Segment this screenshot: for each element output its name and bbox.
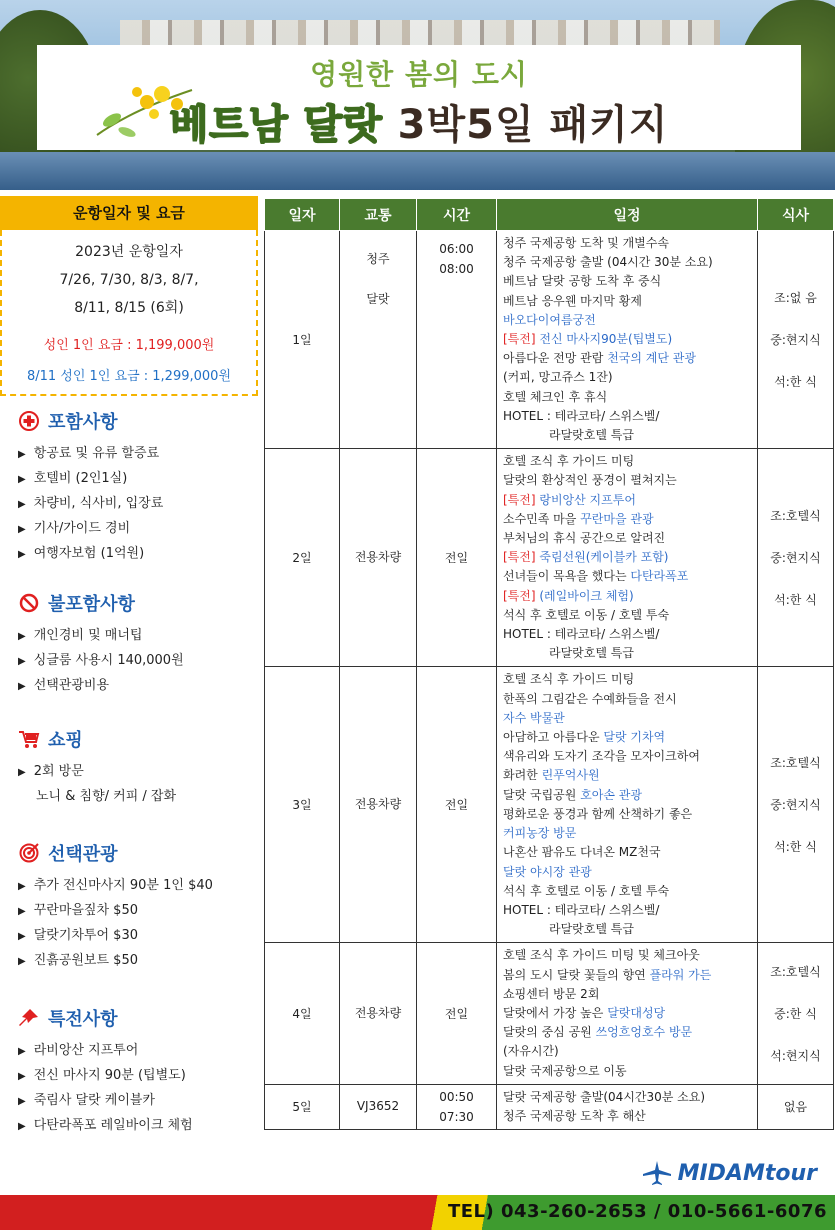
schedule-cell [497, 943, 758, 1084]
schedule-heading: 운항일자 및 요금 [0, 196, 258, 230]
day-cell [265, 667, 340, 943]
schedule-text: 봄의 도시 달랏 꽃들의 향연 [503, 967, 650, 982]
header-transport: 교통 [340, 199, 417, 231]
schedule-line [503, 946, 751, 965]
schedule-line [503, 644, 751, 663]
schedule-text: (레일바이크 체험) [535, 588, 634, 603]
schedule-text: [특전] [503, 588, 536, 603]
meal-label: 중:현지식 [770, 550, 821, 565]
schedule-line [503, 766, 751, 785]
shopping-title [18, 726, 176, 752]
schedule-line [503, 510, 751, 529]
schedule-text: 호텔 체크인 후 휴식 [503, 389, 608, 404]
meal-label: 중:현지식 [770, 332, 821, 347]
schedule-text: (자유시간) [503, 1044, 559, 1059]
schedule-text: 쓰엉흐엉호수 방문 [595, 1025, 693, 1040]
time-label: 전일 [444, 797, 469, 812]
schedule-line [503, 606, 751, 625]
transport-label: 전용차량 [354, 550, 402, 565]
schedule-line [503, 330, 751, 349]
schedule-text: 청주 국제공항 도착 후 해산 [503, 1108, 646, 1123]
excluded-list [18, 624, 184, 699]
schedule-dates-line2: 8/11, 8/15 (6회) [74, 300, 184, 316]
transport-label: 달랏 [366, 292, 390, 306]
meal-label: 조:호텔식 [770, 508, 821, 523]
schedule-text: 나혼산 팜유도 다녀온 MZ천국 [503, 845, 661, 860]
special-benefits-section [18, 1005, 193, 1139]
list-item: ▶ 차량비, 식사비, 입장료 [18, 496, 164, 511]
price-adult: 성인 1인 요금 : 1,199,000원 [43, 338, 215, 353]
time-cell [417, 667, 497, 943]
schedule-text: 소수민족 마을 [503, 511, 581, 526]
schedule-text: HOTEL : 테라코타/ 스위스벨/ [503, 408, 660, 423]
meal-label: 없음 [783, 1099, 808, 1114]
list-item: ▶ 달랏기차투어 $30 [18, 928, 138, 943]
schedule-line [503, 272, 751, 291]
schedule-text: 청주 국제공항 출발 (04시간 30분 소요) [503, 255, 713, 270]
optional-tour-section [18, 840, 213, 974]
schedule-line [503, 491, 751, 510]
schedule-text: 꾸란마을 관광 [580, 511, 654, 526]
transport-cell [340, 231, 417, 449]
itinerary-body [265, 231, 834, 1130]
schedule-text: [특전] [503, 492, 536, 507]
schedule-text: 호아손 관광 [580, 787, 642, 802]
table-row [265, 1084, 834, 1129]
header-banner [0, 0, 835, 190]
table-row [265, 449, 834, 667]
list-item: ▶ 호텔비 (2인1실) [18, 471, 128, 486]
meal-label: 석:현지식 [770, 1048, 821, 1063]
itinerary-table [264, 198, 834, 1130]
meal-label: 석:한 식 [774, 839, 817, 854]
transport-label: 전용차량 [354, 797, 402, 812]
schedule-line [503, 548, 751, 567]
meal-cell [758, 667, 834, 943]
schedule-line [503, 529, 751, 548]
schedule-text: 아름다운 전망 관람 [503, 351, 608, 366]
day-cell [265, 943, 340, 1084]
day-cell [265, 1084, 340, 1129]
list-item: ▶ 개인경비 및 매너팁 [18, 628, 143, 643]
time-label: 06:00 [439, 242, 474, 256]
schedule-text: (커피, 망고쥬스 1잔) [503, 370, 613, 385]
schedule-text: 랑비앙산 지프투어 [535, 492, 636, 507]
meal-label: 중:한 식 [774, 1006, 817, 1021]
special-title [18, 1005, 193, 1031]
day-label: 5일 [292, 1100, 312, 1115]
title-package: 3박5일 패키지 [397, 102, 669, 148]
schedule-text: HOTEL : 테라코타/ 스위스벨/ [503, 902, 660, 917]
schedule-text: 석식 후 호텔로 이동 / 호텔 투숙 [503, 883, 670, 898]
schedule-text: 다탄라폭포 [630, 569, 689, 584]
list-item: ▶ 전신 마사지 90분 (팁별도) [18, 1068, 186, 1083]
list-item: ▶ 추가 전신마사지 90분 1인 $40 [18, 878, 213, 893]
schedule-text: HOTEL : 테라코타/ 스위스벨/ [503, 627, 660, 642]
schedule-line [503, 882, 751, 901]
schedule-line [503, 709, 751, 728]
special-list [18, 1039, 193, 1139]
meal-label: 석:한 식 [774, 592, 817, 607]
meal-cell [758, 231, 834, 449]
header-time: 시간 [417, 199, 497, 231]
schedule-line [503, 587, 751, 606]
page-title-line1: 영원한 봄의 도시 [310, 58, 528, 91]
target-icon [18, 842, 40, 864]
schedule-text: 린푸억사원 [541, 768, 600, 783]
list-item: ▶ 항공료 및 유류 할증료 [18, 446, 160, 461]
price-aug11: 8/11 성인 1인 요금 : 1,299,000원 [26, 369, 231, 384]
schedule-dates-line1: 7/26, 7/30, 8/3, 8/7, [59, 272, 199, 288]
schedule-text: 호텔 조식 후 가이드 미팅 및 체크아웃 [503, 948, 700, 963]
schedule-line [503, 843, 751, 862]
schedule-text: 천국의 계단 관광 [607, 351, 696, 366]
schedule-text: 달랏의 중심 공원 [503, 1025, 596, 1040]
airplane-icon [642, 1160, 672, 1186]
day-cell [265, 449, 340, 667]
header-meals: 식사 [758, 199, 834, 231]
schedule-line [503, 1062, 751, 1081]
special-title-text: 특전사항 [48, 1009, 118, 1030]
day-cell [265, 231, 340, 449]
transport-label: 청주 [366, 252, 390, 266]
meal-label: 조:호텔식 [770, 755, 821, 770]
schedule-text: 커피농장 방문 [503, 826, 577, 841]
schedule-text: 색유리와 도자기 조각을 모자이크하여 [503, 749, 700, 764]
schedule-cell [497, 1084, 758, 1129]
day-label: 3일 [292, 798, 312, 813]
schedule-text: 아담하고 아름다운 [503, 730, 604, 745]
day-label: 1일 [292, 333, 312, 348]
list-item: ▶ 선택관광비용 [18, 678, 110, 693]
schedule-cell [497, 449, 758, 667]
time-cell [417, 449, 497, 667]
schedule-text: 호텔 조식 후 가이드 미팅 [503, 672, 635, 687]
schedule-text: 라달랏호텔 특급 [549, 646, 634, 661]
schedule-line [503, 1042, 751, 1061]
list-item: ▶ 여행자보험 (1억원) [18, 546, 145, 561]
schedule-line [503, 920, 751, 939]
schedule-line [503, 747, 751, 766]
schedule-text: 라달랏호텔 특급 [549, 428, 634, 443]
brand-logo [642, 1160, 817, 1186]
meal-cell [758, 449, 834, 667]
meal-label: 조:없 음 [774, 290, 817, 305]
schedule-line [503, 1088, 751, 1107]
table-row [265, 667, 834, 943]
schedule-text: 부처님의 휴식 공간으로 알려진 [503, 531, 666, 546]
transport-cell [340, 667, 417, 943]
schedule-line [503, 728, 751, 747]
schedule-line [503, 567, 751, 586]
schedule-cell [497, 231, 758, 449]
pin-icon [18, 1007, 40, 1029]
schedule-line [503, 824, 751, 843]
schedule-text: 바오다이여름궁전 [503, 312, 596, 327]
schedule-line [503, 985, 751, 1004]
time-cell [417, 1084, 497, 1129]
excluded-title [18, 590, 184, 616]
included-list [18, 442, 163, 567]
transport-label: 전용차량 [354, 1006, 402, 1021]
schedule-text: 라달랏호텔 특급 [549, 922, 634, 937]
meal-cell [758, 1084, 834, 1129]
shopping-title-text: 쇼핑 [48, 730, 83, 751]
schedule-line [503, 471, 751, 490]
time-cell [417, 943, 497, 1084]
table-header-row [265, 199, 834, 231]
excluded-title-text: 불포함사항 [48, 594, 135, 615]
optional-title-text: 선택관광 [48, 844, 118, 865]
schedule-text: 자수 박물관 [503, 710, 565, 725]
schedule-line [503, 234, 751, 253]
day-label: 2일 [292, 551, 312, 566]
schedule-box [0, 230, 258, 396]
list-item: ▶ 꾸란마을짚차 $50 [18, 903, 138, 918]
schedule-text: 전신 마사지90분(팁별도) [535, 332, 673, 347]
schedule-line [503, 407, 751, 426]
plus-circle-icon [18, 410, 40, 432]
meal-label: 조:호텔식 [770, 964, 821, 979]
excluded-section [18, 590, 184, 699]
schedule-text: 달랏 국제공항으로 이동 [503, 1063, 627, 1078]
time-label: 00:50 [439, 1089, 474, 1104]
schedule-line [503, 670, 751, 689]
footer-bar [0, 1195, 835, 1230]
meal-label: 석:한 식 [774, 374, 817, 389]
transport-cell [340, 449, 417, 667]
schedule-line [503, 786, 751, 805]
title-destination: 베트남 달랏 [169, 102, 383, 148]
schedule-text: 청주 국제공항 도착 및 개별수속 [503, 236, 669, 250]
schedule-year-label: 2023년 운항일자 [75, 244, 183, 260]
schedule-text: 달랏 국립공원 [503, 787, 581, 802]
included-title-text: 포함사항 [48, 412, 118, 433]
transport-cell [340, 1084, 417, 1129]
schedule-line [503, 368, 751, 387]
transport-label: VJ3652 [356, 1099, 400, 1114]
header-schedule: 일정 [497, 199, 758, 231]
optional-list [18, 874, 213, 974]
schedule-line [503, 625, 751, 644]
header-day: 일자 [265, 199, 340, 231]
list-item-continuation: 노니 & 침향/ 커피 / 잡화 [36, 789, 177, 804]
time-label: 08:00 [439, 262, 474, 276]
schedule-text: 달랏 국제공항 출발(04시간30분 소요) [503, 1089, 706, 1104]
schedule-line [503, 311, 751, 330]
included-title [18, 408, 163, 434]
table-row [265, 231, 834, 449]
schedule-text: 달랏 야시장 관광 [503, 864, 592, 879]
schedule-text: [특전] [503, 550, 536, 565]
lake-decoration [0, 152, 835, 190]
time-label: 전일 [444, 1006, 469, 1021]
schedule-line [503, 1107, 751, 1126]
schedule-text: 달랏 기차역 [603, 730, 666, 745]
schedule-text: 호텔 조식 후 가이드 미팅 [503, 454, 635, 469]
list-item: ▶ 진흙공원보트 $50 [18, 953, 138, 968]
schedule-text: [특전] [503, 332, 536, 347]
title-box [37, 45, 801, 150]
left-panel [0, 196, 258, 396]
schedule-line [503, 426, 751, 445]
schedule-line [503, 901, 751, 920]
list-item: ▶ 라비앙산 지프투어 [18, 1043, 139, 1058]
meal-label: 중:현지식 [770, 797, 821, 812]
schedule-text: 석식 후 호텔로 이동 / 호텔 투숙 [503, 607, 670, 622]
schedule-cell [497, 667, 758, 943]
schedule-line [503, 805, 751, 824]
schedule-line [503, 1023, 751, 1042]
time-label: 07:30 [439, 1109, 474, 1124]
schedule-text: 달랏대성당 [607, 1005, 666, 1020]
day-label: 4일 [292, 1007, 312, 1022]
schedule-text: 달랏에서 가장 높은 [503, 1005, 608, 1020]
time-label: 전일 [444, 550, 469, 565]
schedule-text: 달랏의 환상적인 풍경이 펼쳐지는 [503, 473, 677, 488]
optional-title [18, 840, 213, 866]
schedule-line [503, 349, 751, 368]
schedule-text: 선녀들이 목욕을 했다는 [503, 569, 631, 584]
list-item: ▶ 죽림사 달랏 케이블카 [18, 1093, 155, 1108]
schedule-line [503, 452, 751, 471]
schedule-text: 베트남 달랏 공항 도착 후 중식 [503, 274, 662, 289]
schedule-text: 베트남 응우웬 마지막 황제 [503, 293, 642, 308]
shopping-list [18, 760, 176, 809]
schedule-line [503, 863, 751, 882]
prohibited-icon [18, 592, 40, 614]
schedule-text: 쇼핑센터 방문 2회 [503, 986, 600, 1001]
schedule-line [503, 292, 751, 311]
shopping-section [18, 726, 176, 809]
list-item: ▶ 싱글룸 사용시 140,000원 [18, 653, 184, 668]
schedule-text: 평화로운 풍경과 함께 산책하기 좋은 [503, 806, 693, 821]
list-item: ▶ 기사/가이드 경비 [18, 521, 131, 536]
time-cell [417, 231, 497, 449]
meal-cell [758, 943, 834, 1084]
table-row [265, 943, 834, 1084]
contact-phone: TEL) 043-260-2653 / 010-5661-6076 [447, 1201, 827, 1222]
schedule-line [503, 253, 751, 272]
cart-icon [18, 728, 40, 750]
list-item: ▶ 다탄라폭포 레일바이크 체험 [18, 1118, 193, 1133]
transport-cell [340, 943, 417, 1084]
schedule-line [503, 1004, 751, 1023]
schedule-text: 플라워 가든 [649, 967, 712, 982]
brand-name: MIDAMtour [677, 1160, 817, 1186]
schedule-line [503, 388, 751, 407]
schedule-line [503, 690, 751, 709]
schedule-line [503, 966, 751, 985]
page-title-line2 [37, 93, 801, 150]
schedule-text: 화려한 [503, 768, 542, 783]
schedule-text: 죽림선원(케이블카 포함) [535, 550, 669, 565]
included-section [18, 408, 163, 567]
list-item: ▶ 2회 방문 [18, 764, 84, 779]
schedule-text: 한폭의 그림같은 수예화들을 전시 [503, 691, 677, 706]
